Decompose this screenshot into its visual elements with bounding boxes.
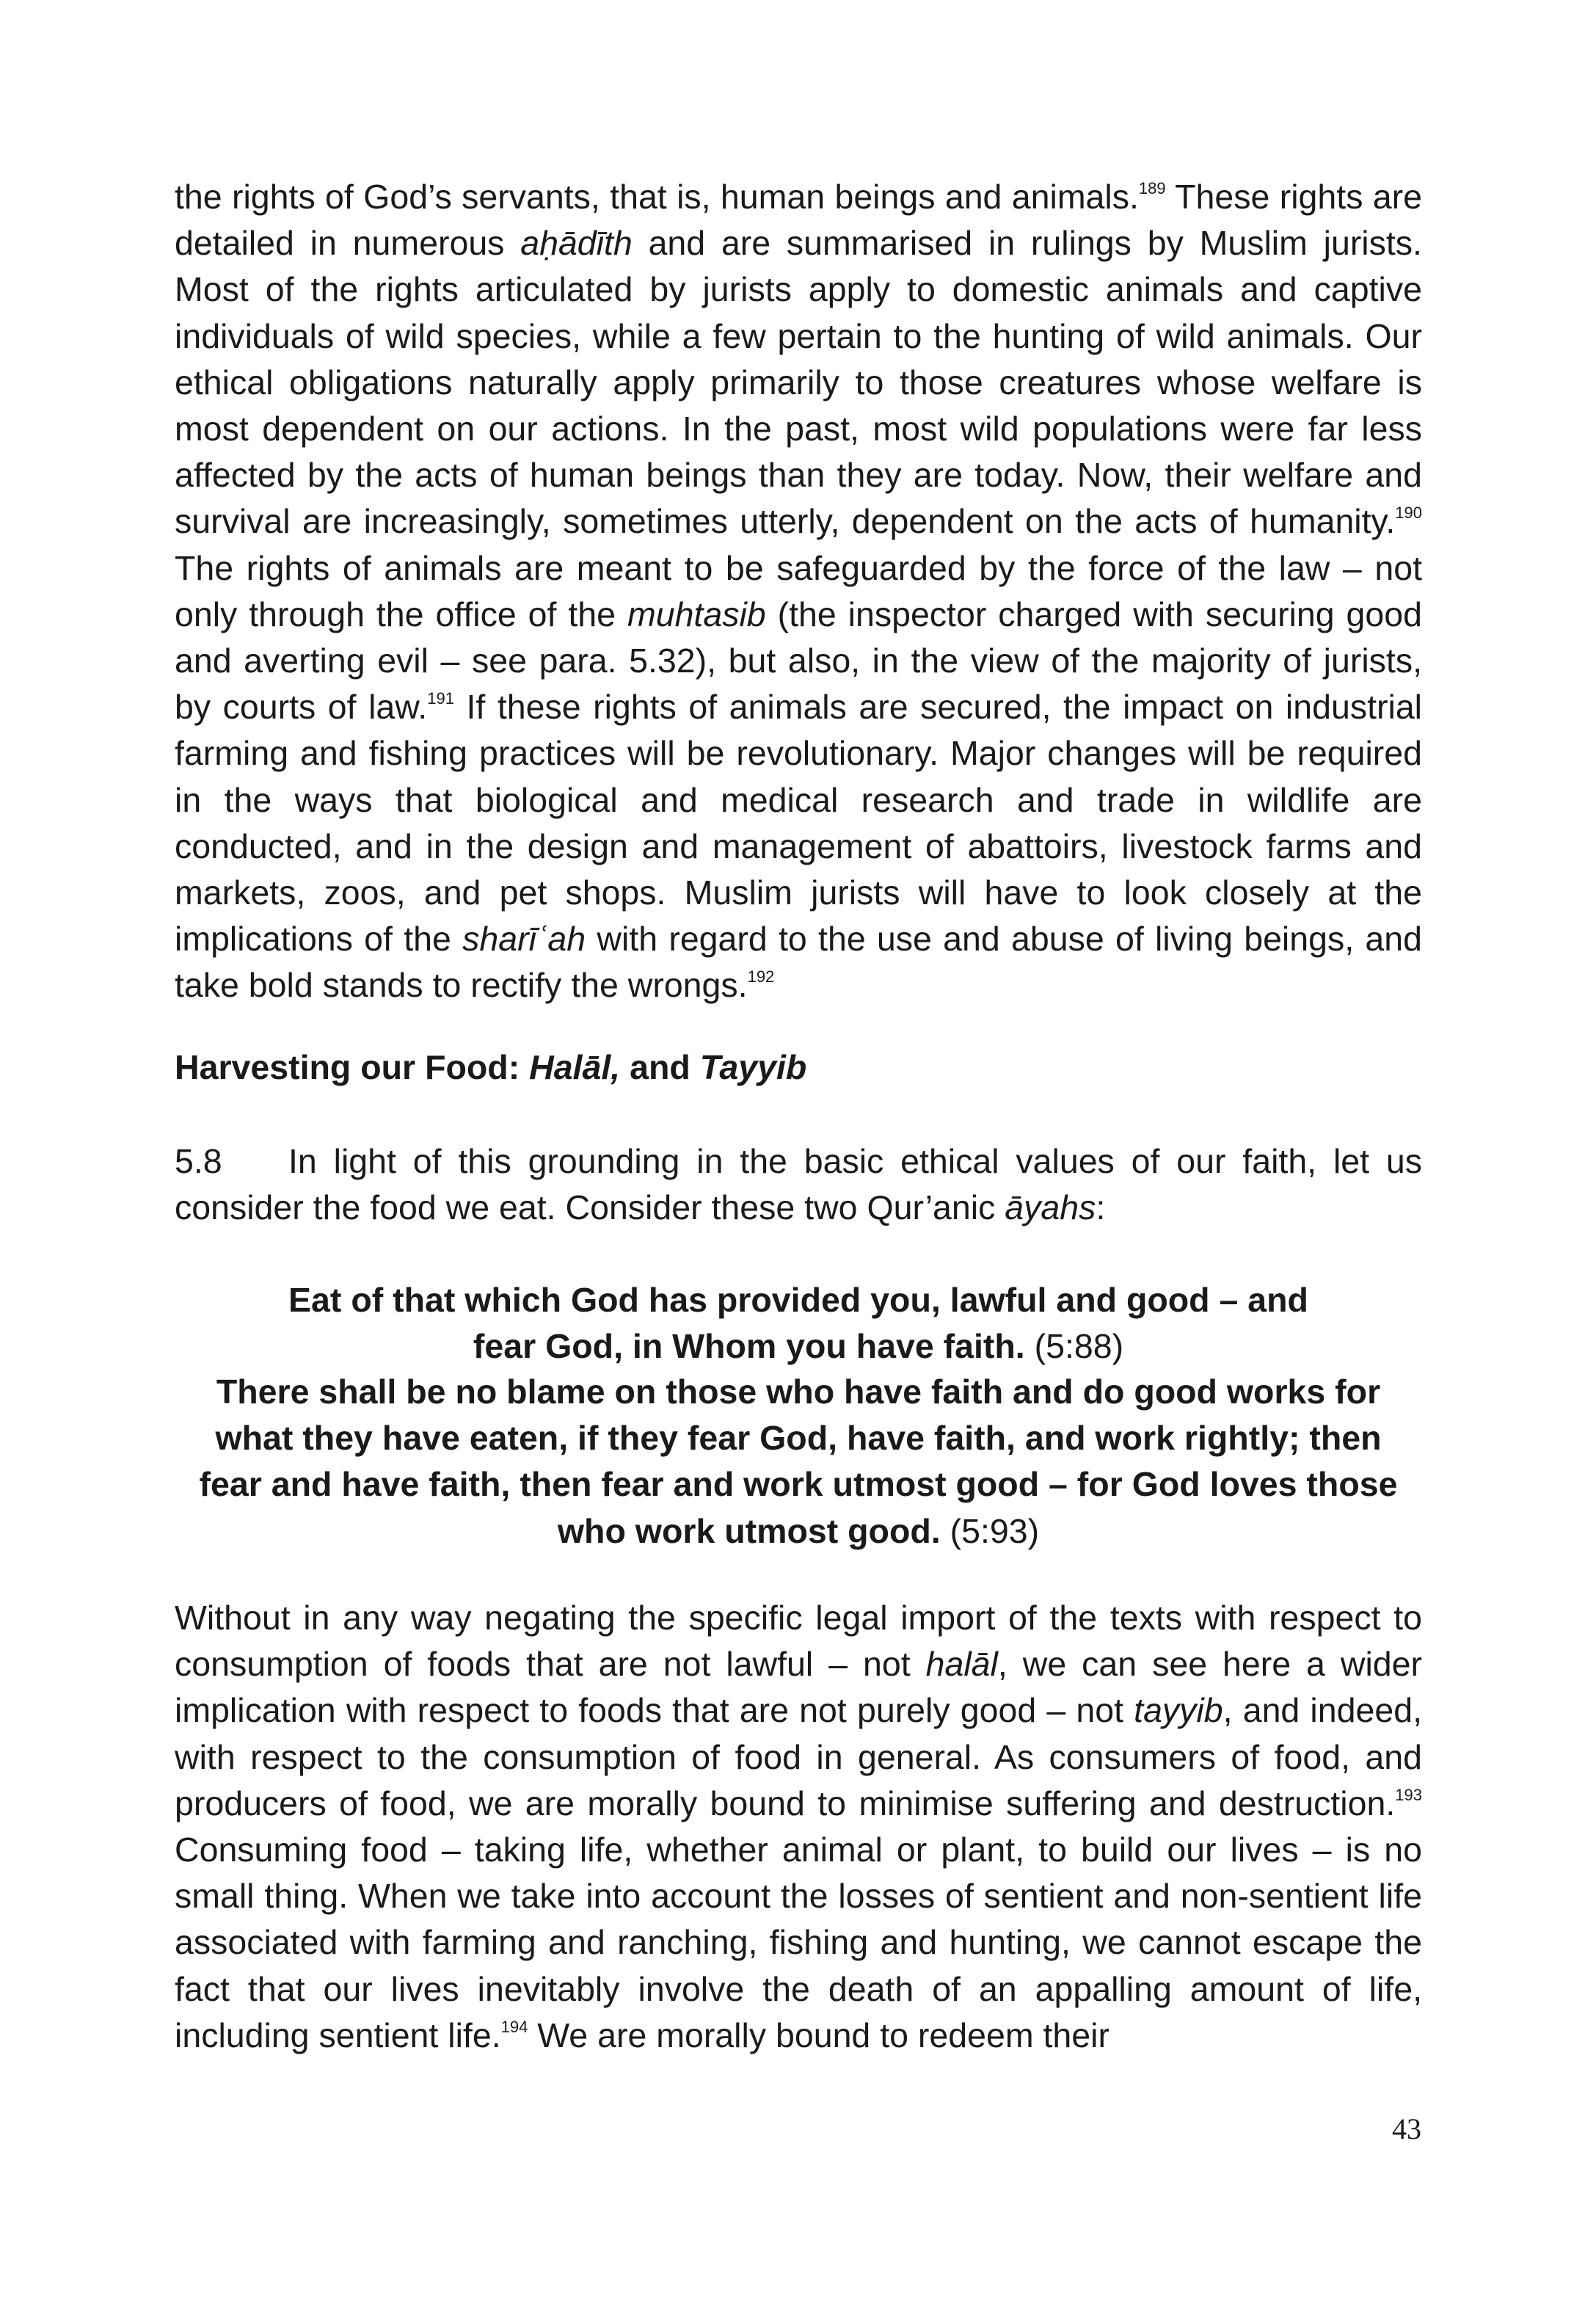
text-run: Consuming food – taking life, whether animal or plant, to build our lives – is no small thing. When we take into account the losses of sentient and non-sentient life associated with farming and ranching, fishing and hunting, we cannot escape the fact that our lives inevitably involve the death of an appalling amount of life, including sentient life. (175, 1831, 1422, 2054)
italic-term: āyahs (1005, 1188, 1096, 1227)
text-run: , we can see here a wider implication with respect to foods that are not purely good – not (175, 1645, 1422, 1730)
footnote-ref-190[interactable]: 190 (1395, 504, 1422, 523)
text-run: : (1096, 1188, 1106, 1227)
paragraph-number: 5.8 (175, 1142, 222, 1180)
footnote-ref-191[interactable]: 191 (427, 689, 454, 708)
text-run: The rights of animals are meant to be safeguarded by the force of the law – not only through the office of the (175, 548, 1422, 633)
footnote-ref-193[interactable]: 193 (1395, 1785, 1422, 1804)
text-run: Without in any way negating the specific legal import of the texts with respect to consumption of foods that are not lawful – not (175, 1599, 1422, 1684)
footnote-ref-189[interactable]: 189 (1138, 179, 1166, 197)
quran-quote-5-88 (175, 1277, 1422, 1370)
text-run: and are summarised in rulings by Muslim jurists. Most of the rights articulated by jurists apply to domestic animals and captive individuals of wild species, while a few pertain to the hunting of wild animals. Our ethical obligations naturally apply primarily to those creatures whose welfare is most dependent on our actions. In the past, most wild populations were far less affected by the acts of human beings than they are today. Now, their welfare and survival are increasingly, sometimes utterly, dependent on the acts of humanity. (175, 224, 1422, 541)
quote-reference: (5:88) (1024, 1327, 1124, 1366)
paragraph-food-consumption (175, 1595, 1422, 2059)
paragraph-5-8 (175, 1138, 1422, 1231)
footnote-ref-192[interactable]: 192 (747, 967, 775, 986)
text-run: If these rights of animals are secured, the impact on industrial farming and fishing practices will be revolutionary. Major changes will be required in the ways that biological and medical research and trade in wildlife are conducted, and in the design and management of abattoirs, livestock farms and markets, zoos, and pet shops. Muslim jurists will have to look closely at the implications of the (175, 688, 1423, 959)
paragraph-animal-rights (175, 174, 1422, 1009)
italic-term: tayyib (1134, 1691, 1223, 1730)
footnote-ref-194[interactable]: 194 (500, 2017, 528, 2036)
heading-and: and (620, 1048, 700, 1086)
italic-term: sharīʿah (462, 920, 586, 959)
text-run: (the inspector charged with securing good and averting evil – see para. 5.32), but also, in the view of the majority of jurists, by courts of law. (175, 595, 1422, 727)
italic-term: muhtasib (627, 595, 766, 633)
quran-quote-5-93 (175, 1369, 1422, 1555)
heading-prefix: Harvesting our Food: (175, 1048, 530, 1086)
text-run: with regard to the use and abuse of living beings, and take bold stands to rectify the wrongs. (175, 920, 1422, 1005)
text-run: We are morally bound to redeem their (528, 2015, 1109, 2054)
heading-tayyib: Tayyib (699, 1048, 807, 1086)
italic-term: halāl (925, 1645, 998, 1684)
italic-term: aḥādīth (520, 224, 633, 263)
section-heading (175, 1044, 1422, 1091)
text-run: In light of this grounding in the basic ethical values of our faith, let us consider the food we eat. Consider these two Qur’anic (175, 1142, 1422, 1227)
text-run: , and indeed, with respect to the consumption of food in general. As consumers of food, and producers of food, we are morally bound to minimise suffering and destruction. (175, 1691, 1422, 1822)
quote-text: Eat of that which God has provided you, lawful and good – and fear God, in Whom you have faith. (288, 1281, 1308, 1366)
quote-reference: (5:93) (940, 1511, 1040, 1550)
text-run: These rights are detailed in numerous (175, 178, 1423, 263)
page-number: 43 (1392, 2112, 1421, 2145)
heading-halal: Halāl, (529, 1048, 621, 1086)
quote-text: There shall be no blame on those who have faith and do good works for what they have eaten, if they fear God, have faith, and work rightly; then fear and have faith, then fear and work utmost good – for God loves those who work utmost good. (199, 1373, 1398, 1550)
text-run: the rights of God’s servants, that is, human beings and animals. (175, 178, 1139, 216)
